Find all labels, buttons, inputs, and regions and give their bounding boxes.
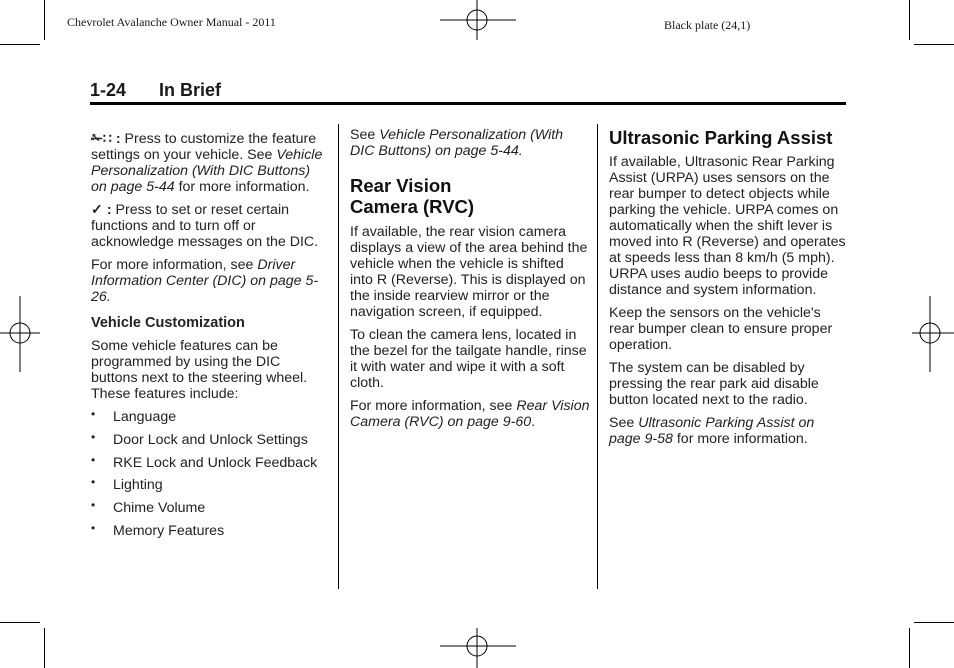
list-item: • Language <box>91 407 177 425</box>
see-paragraph <box>350 127 590 159</box>
plate-label: Black plate (24,1) <box>664 18 751 32</box>
see-prefix: See <box>350 127 376 143</box>
urpa-sensors: Keep the sensors on the vehicle's rear bumper clean to ensure proper operation. <box>609 305 833 353</box>
crop-mark <box>914 622 954 623</box>
page-number: 1-24 <box>90 80 127 100</box>
registration-mark-left <box>0 296 40 372</box>
customize-paragraph <box>91 131 327 195</box>
crop-mark <box>914 44 954 45</box>
bullet-icon: • <box>91 429 96 444</box>
more-info-prefix: For more information, see <box>350 398 513 414</box>
list-item: • Door Lock and Unlock Settings <box>91 429 308 448</box>
see-suffix: . <box>518 143 523 159</box>
more-info-suffix: . <box>106 289 111 305</box>
bullet-icon: • <box>91 475 96 490</box>
list-item: • RKE Lock and Unlock Feedback <box>91 452 318 471</box>
urpa-disable: The system can be disabled by pressing the rear park aid disable button located next to the radio. <box>609 360 819 408</box>
list-item: • Lighting <box>91 475 163 494</box>
rvc-more-info <box>350 398 590 430</box>
set-text: Press to set or reset certain functions and to turn off or acknowledge messages on the DIC. <box>91 202 319 250</box>
section-header <box>90 80 846 105</box>
customize-reference: Vehicle Personalization (With DIC Buttons) on page 5-44 <box>91 147 323 195</box>
registration-mark-bottom <box>440 628 516 668</box>
more-info-reference: Driver Information Center (DIC) on page 5-26 <box>91 257 319 305</box>
vehicle-customization-text: Some vehicle features can be programmed by using the DIC buttons next to the steering wheel. These features include: <box>91 338 308 402</box>
bullet-icon: • <box>91 498 96 513</box>
column-divider <box>338 124 339 589</box>
more-info-suffix: . <box>531 414 536 430</box>
column-divider <box>597 124 598 589</box>
section-title: In Brief <box>159 80 222 100</box>
feature-list <box>91 409 327 539</box>
see-prefix: See <box>609 415 635 431</box>
customize-tail: for more information. <box>178 179 310 195</box>
see-reference: Ultrasonic Parking Assist on page 9-58 <box>609 415 815 447</box>
see-reference: Vehicle Personalization (With DIC Buttons) on page 5-44 <box>350 127 564 159</box>
rvc-description: If available, the rear vision camera displays a view of the area behind the vehicle when the vehicle is shifted into R (Reverse). This is displayed on the inside rearview mirror or the navigation screen, if equipped. <box>350 224 588 320</box>
urpa-description: If available, Ultrasonic Rear Parking Assist (URPA) uses sensors on the rear bumper to detect objects while parking the vehicle. URPA comes on automatically when the shift lever is moved into R (Reverse) and operates at speeds less than 8 km/h (5 mph). URPA uses audio beeps to provide distance and system information. <box>609 154 846 298</box>
column-1 <box>91 131 327 546</box>
urpa-see <box>609 415 849 447</box>
list-item: • Memory Features <box>91 520 225 539</box>
crop-mark <box>0 622 40 623</box>
set-paragraph <box>91 202 327 250</box>
list-item: • Chime Volume <box>91 498 206 517</box>
crop-mark <box>44 0 45 40</box>
more-info-reference: Rear Vision Camera (RVC) on page 9-60 <box>350 398 590 430</box>
crop-mark <box>909 628 910 668</box>
more-info-paragraph <box>91 257 327 305</box>
registration-mark-right <box>912 296 954 372</box>
crop-mark <box>909 0 910 40</box>
registration-mark-top <box>440 0 516 40</box>
see-suffix: for more information. <box>676 431 808 447</box>
customize-icon: ✁∷ : <box>91 131 121 147</box>
customize-text: Press to customize the feature settings on your vehicle. See <box>91 131 317 163</box>
crop-mark <box>44 628 45 668</box>
crop-mark <box>0 44 40 45</box>
more-info-prefix: For more information, see <box>91 257 254 273</box>
rvc-cleaning: To clean the camera lens, located in the bezel for the tailgate handle, rinse it with water and wipe it with a soft cloth. <box>350 327 587 391</box>
checkmark-icon: ✓ : <box>91 202 112 218</box>
bullet-icon: • <box>91 407 96 421</box>
column-3 <box>609 127 849 454</box>
document-title: Chevrolet Avalanche Owner Manual - 2011 <box>67 15 276 29</box>
bullet-icon: • <box>91 520 96 535</box>
column-2 <box>350 127 590 437</box>
ultrasonic-parking-assist-heading: Ultrasonic Parking Assist <box>609 127 833 148</box>
vehicle-customization-heading: Vehicle Customization <box>91 315 245 331</box>
bullet-icon: • <box>91 452 96 467</box>
rear-vision-camera-heading: Rear Vision Camera (RVC) <box>350 175 475 217</box>
